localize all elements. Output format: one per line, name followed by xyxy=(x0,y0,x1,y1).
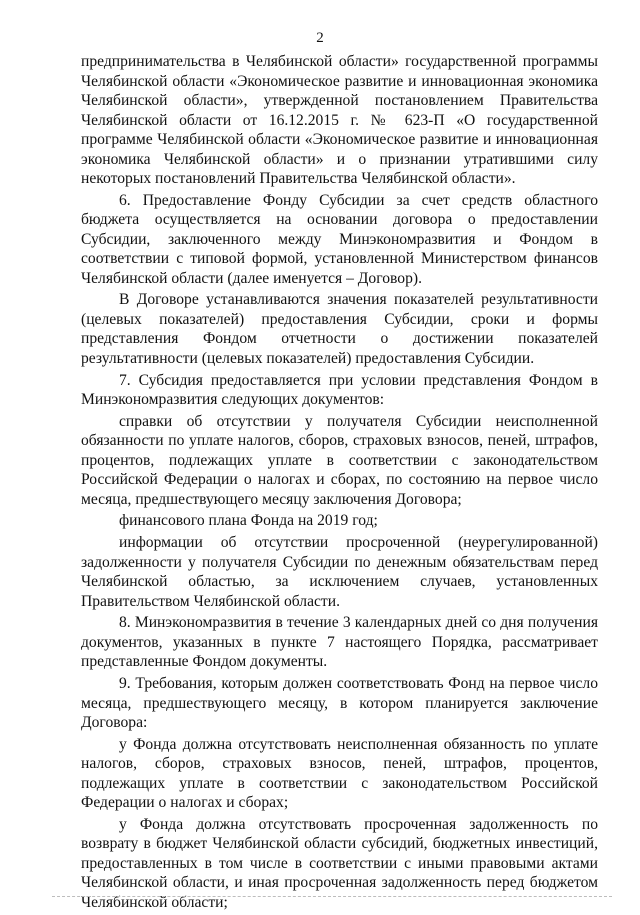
paragraph-tax-certificate: справки об отсутствии у получателя Субсидии неисполненной обязанности по уплате налогов, сборов, страховых взносов, пеней, штрафов, процентов, подлежащих уплате в соответствии с законодательством Российской Федерации о налогах и сборах, по состоянию на первое число месяца, предшествующего месяцу заключения Договора; xyxy=(81,412,598,508)
paragraph-item-8: 8. Минэкономразвития в течение 3 календарных дней со дня получения документов, указанных в пункте 7 настоящего Порядка, рассматривает представленные Фондом документы. xyxy=(81,614,598,671)
paragraph-item-7: 7. Субсидия предоставляется при условии представления Фондом в Минэкономразвития следующих документов: xyxy=(81,371,598,409)
page-number: 2 xyxy=(316,30,324,46)
paragraph-item-6: 6. Предоставление Фонду Субсидии за счет средств областного бюджета осуществляется на основании договора о предоставлении Субсидии, заключенного между Минэкономразвития и Фондом в соответствии с типовой формой, установленной Министерством финансов Челябинской области (далее именуется – Договор). xyxy=(81,191,598,287)
paragraph-debt-information: информации об отсутствии просроченной (неурегулированной) задолженности у получателя Субсидии по денежным обязательствам перед Челябинской областью, за исключением случаев, установленных Правительством Челябинской области. xyxy=(81,534,598,610)
paragraph-continuation: предпринимательства в Челябинской области» государственной программы Челябинской области «Экономическое развитие и инновационная экономика Челябинской области», утвержденной постановлением Правительства Челябинской области от 16.12.2015 г. № 623-П «О государственной программе Челябинской области «Экономическое развитие и инновационная экономика Челябинской области» и о признании утратившими силу некоторых постановлений Правительства Челябинской области». xyxy=(81,53,598,187)
page-bottom-edge xyxy=(52,896,612,897)
paragraph-contract-indicators: В Договоре устанавливаются значения показателей результативности (целевых показателей) предоставления Субсидии, сроки и формы представления Фондом отчетности о достижении показателей результативности (целевых показателей) предоставления Субсидии. xyxy=(81,291,598,367)
paragraph-item-9: 9. Требования, которым должен соответствовать Фонд на первое число месяца, предшествующего месяцу, в котором планируется заключение Договора: xyxy=(81,675,598,731)
paragraph-financial-plan: финансового плана Фонда на 2019 год; xyxy=(119,512,378,530)
paragraph-requirement-budget-debt: у Фонда должна отсутствовать просроченная задолженность по возврату в бюджет Челябинской области субсидий, бюджетных инвестиций, предоставленных в том числе в соответствии с иными правовыми актами Челябинской области, и иная просроченная задолженность перед бюджетом Челябинской области; xyxy=(81,815,598,911)
document-body xyxy=(81,52,598,915)
paragraph-requirement-taxes: у Фонда должна отсутствовать неисполненная обязанность по уплате налогов, сборов, страховых взносов, пеней, штрафов, процентов, подлежащих уплате в соответствии с законодательством Российской Федерации о налогах и сборах; xyxy=(81,735,598,812)
